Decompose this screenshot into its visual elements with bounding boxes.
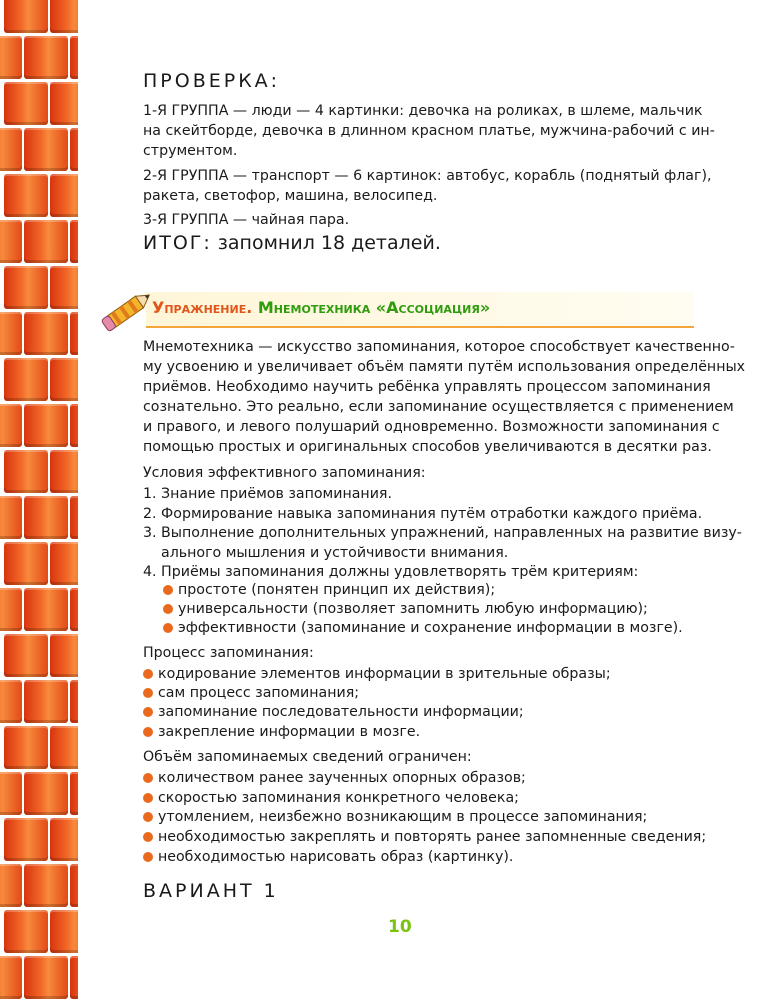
brick [70,956,78,999]
process-item: закрепление информации в мозге. [158,724,421,740]
brick [50,542,78,585]
brick [24,36,68,79]
brick [24,864,68,907]
brick [24,220,68,263]
intro-line: му усвоению и увеличивает объём памяти путём использования определённых [143,359,746,375]
group2-line2: ракета, светофор, машина, велосипед. [143,188,438,204]
process-title: Процесс запоминания: [143,645,314,661]
brick [4,910,48,953]
condition-item: 3. Выполнение дополнительных упражнений, направленных на развитие визу- [143,525,742,541]
brick [4,818,48,861]
process-item: кодирование элементов информации в зрительные образы; [158,666,611,682]
itog-text: запомнил 18 деталей. [211,232,441,254]
brick [70,128,78,171]
brick [50,910,78,953]
brick [0,404,22,447]
brick [0,312,22,355]
process-item: сам процесс запоминания; [158,685,360,701]
conditions-title: Условия эффективного запоминания: [143,465,426,481]
group1-line2: на скейтборде, девочка в длинном красном платье, мужчина-рабочий с ин- [143,123,715,139]
brick [24,404,68,447]
brick [50,0,78,33]
brick [4,634,48,677]
pencil-icon [98,285,158,335]
itog-line [143,232,441,254]
brick [24,588,68,631]
condition-item: 2. Формирование навыка запоминания путём отработки каждого приёма. [143,506,703,522]
exercise-name: Мнемотехника «Ассоциация» [252,298,491,317]
bullet-icon [143,688,153,698]
brick [4,0,48,33]
brick [70,680,78,723]
intro-line: сознательно. Это реально, если запоминание осуществляется с применением [143,399,734,415]
brick [70,864,78,907]
itog-label: ИТОГ: [143,232,212,254]
volume-title: Объём запоминаемых сведений ограничен: [143,749,472,765]
brick [50,266,78,309]
criterion-item: универсальности (позволяет запомнить любую информацию); [178,601,648,617]
brick [0,956,22,999]
bullet-icon [143,773,153,783]
brick [0,128,22,171]
volume-item: необходимостью закреплять и повторять ранее запомненные сведения; [158,829,707,845]
brick [0,36,22,79]
brick [0,588,22,631]
bullet-icon [163,623,173,633]
bullet-icon [143,852,153,862]
brick [4,450,48,493]
intro-line: приёмов. Необходимо научить ребёнка управлять процессом запоминания [143,379,711,395]
bullet-icon [163,604,173,614]
group2-line1: 2-Я ГРУППА — транспорт — 6 картинок: автобус, корабль (поднятый флаг), [143,168,712,184]
brick [50,450,78,493]
brick [70,36,78,79]
brick [24,128,68,171]
brick-border [0,0,78,1000]
volume-item: количеством ранее заученных опорных образов; [158,770,526,786]
group1-line3: струментом. [143,143,238,159]
brick [4,82,48,125]
exercise-title [152,298,490,317]
brick [4,542,48,585]
group3-line: 3-Я ГРУППА — чайная пара. [143,212,350,228]
brick [4,266,48,309]
brick [4,726,48,769]
brick [70,404,78,447]
brick [24,496,68,539]
brick [0,220,22,263]
volume-item: необходимостью нарисовать образ (картинку). [158,849,514,865]
process-item: запоминание последовательности информации; [158,704,524,720]
bullet-icon [163,585,173,595]
brick [4,174,48,217]
exercise-label: Упражнение. [152,298,253,317]
variant-heading: ВАРИАНТ 1 [143,880,279,902]
brick [50,818,78,861]
criterion-item: простоте (понятен принцип их действия); [178,582,496,598]
brick [70,496,78,539]
intro-line: и правого, и левого полушарий одновременно. Возможности запоминания с [143,419,720,435]
brick [0,496,22,539]
brick [70,588,78,631]
brick [50,726,78,769]
brick [70,772,78,815]
page-number: 10 [388,917,412,937]
condition-item: 4. Приёмы запоминания должны удовлетворять трём критериям: [143,564,639,580]
bullet-icon [143,793,153,803]
volume-item: утомлением, неизбежно возникающим в процессе запоминания; [158,809,648,825]
brick [50,634,78,677]
bullet-icon [143,707,153,717]
brick [0,772,22,815]
brick [24,956,68,999]
criterion-item: эффективности (запоминание и сохранение информации в мозге). [178,620,683,636]
bullet-icon [143,727,153,737]
condition-item: 1. Знание приёмов запоминания. [143,486,392,502]
condition-item-cont: ального мышления и устойчивости внимания. [161,545,509,561]
group1-line1: 1-Я ГРУППА — люди — 4 картинки: девочка на роликах, в шлеме, мальчик [143,103,703,119]
volume-item: скоростью запоминания конкретного человека; [158,790,519,806]
brick [50,82,78,125]
bullet-icon [143,812,153,822]
brick [24,680,68,723]
brick [4,358,48,401]
bullet-icon [143,669,153,679]
brick [24,312,68,355]
brick [0,864,22,907]
brick [24,772,68,815]
bullet-icon [143,832,153,842]
check-heading: ПРОВЕРКА: [143,70,281,92]
intro-line: Мнемотехника — искусство запоминания, которое способствует качественно- [143,339,735,355]
brick [50,174,78,217]
brick [70,220,78,263]
brick [70,312,78,355]
brick [0,680,22,723]
brick [50,358,78,401]
intro-line: помощью простых и оригинальных способов увеличиваются в десятки раз. [143,439,712,455]
